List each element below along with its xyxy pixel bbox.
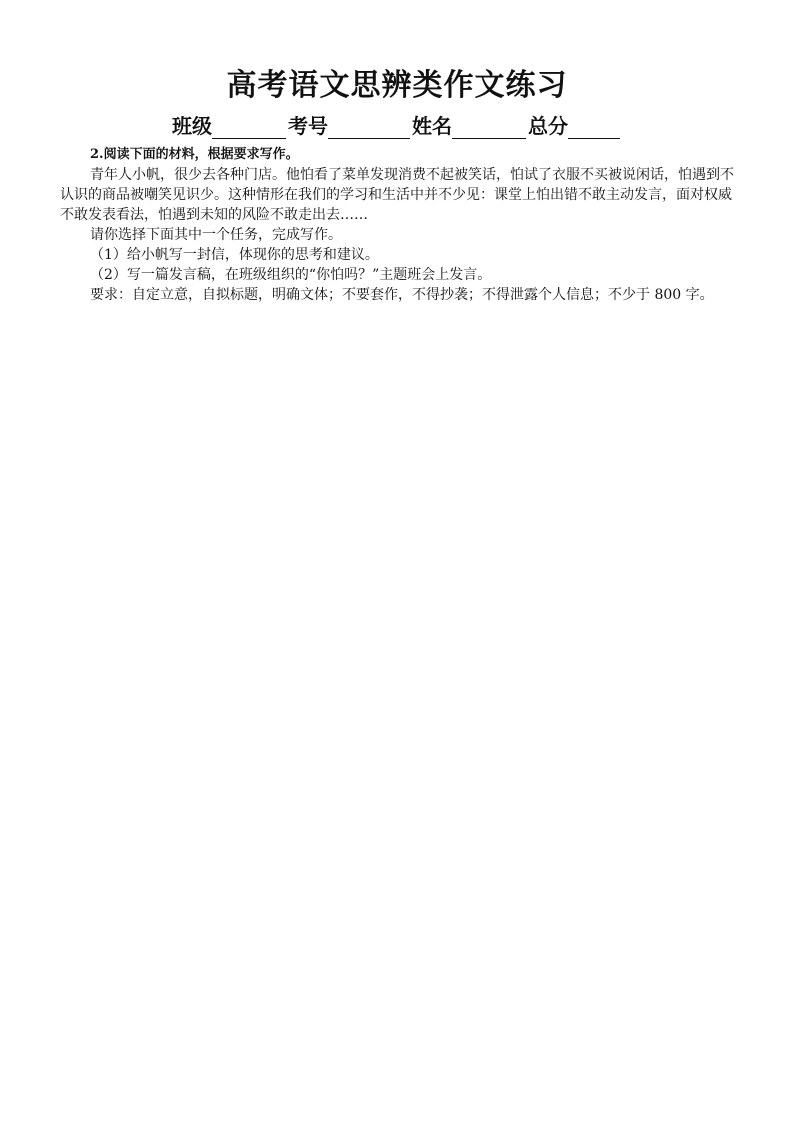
exam-number-field [288, 110, 412, 139]
exam-number-blank[interactable] [328, 116, 410, 139]
name-label: 姓名 [412, 114, 452, 138]
class-label: 班级 [172, 114, 212, 138]
name-blank[interactable] [452, 116, 526, 139]
class-field [172, 110, 288, 139]
question-body [60, 145, 740, 305]
score-label: 总分 [528, 114, 568, 138]
material-paragraph: 青年人小帆，很少去各种门店。他怕看了菜单发现消费不起被笑话，怕试了衣服不买被说闲话，怕遇到不认识的商品被嘲笑见识少。这种情形在我们的学习和生活中并不少见：课堂上怕出错不敢主动发言，面对权威不敢发表看法，怕遇到未知的风险不敢走出去…… [60, 167, 734, 223]
score-field [528, 110, 622, 139]
student-info-row [0, 110, 794, 139]
class-blank[interactable] [212, 116, 286, 139]
requirements-text: 要求：自定立意，自拟标题，明确文体；不要套作，不得抄袭；不得泄露个人信息；不少于 800 字。 [90, 287, 714, 303]
instruction-text: 请你选择下面其中一个任务，完成写作。 [90, 227, 342, 243]
score-blank[interactable] [568, 116, 620, 139]
task-option-1: （1）给小帆写一封信，体现你的思考和建议。 [90, 247, 379, 263]
exam-number-label: 考号 [288, 114, 328, 138]
question-heading: 2.阅读下面的材料，根据要求写作。 [90, 147, 299, 162]
name-field [412, 110, 528, 139]
page-title: 高考语文思辨类作文练习 [226, 68, 568, 103]
task-option-2: （2）写一篇发言稿，在班级组织的“你怕吗？”主题班会上发言。 [90, 267, 492, 283]
